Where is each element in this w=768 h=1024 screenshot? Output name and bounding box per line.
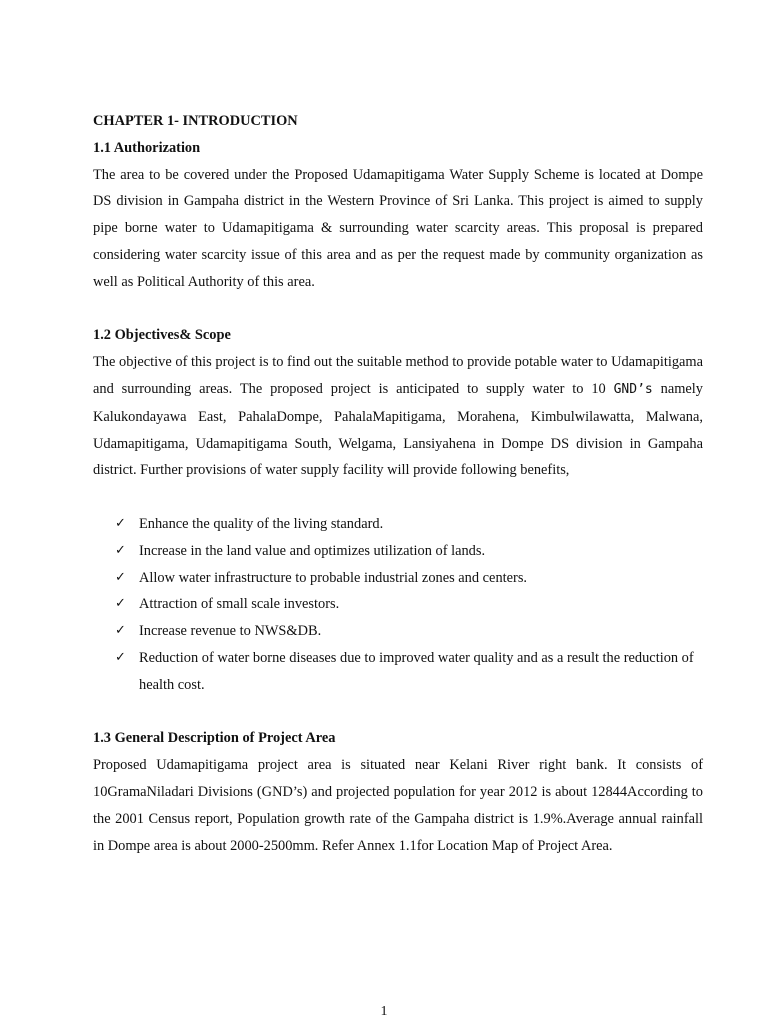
list-item: [115, 618, 703, 645]
section-heading-project-area: 1.3 General Description of Project Area: [93, 730, 336, 747]
project-area-paragraph: Proposed Udamapitigama project area is situated near Kelani River right bank. It consists of 10GramaNiladari Divisions (GND’s) and projected population for year 2012 is about 12844According to the 2001 Census report, Population growth rate of the Gampaha district is 1.9%.Average annual rainfall in Dompe area is about 2000-2500mm. Refer Annex 1.1for Location Map of Project Area.: [93, 757, 703, 854]
check-icon: ✓: [115, 623, 126, 639]
list-item: [115, 565, 703, 592]
list-item: [115, 511, 703, 538]
objectives-paragraph: [93, 349, 703, 484]
authorization-paragraph: The area to be covered under the Proposed Udamapitigama Water Supply Scheme is located at Dompe DS division in Gampaha district in the Western Province of Sri Lanka. This project is aimed to supply pipe borne water to Udamapitigama & surrounding water scarcity areas. This proposal is prepared considering water scarcity issue of this area and as per the request made by community organization as well as Political Authority of this area.: [93, 166, 703, 290]
benefits-list: [93, 511, 703, 699]
benefit-text: Increase in the land value and optimizes utilization of lands.: [139, 542, 486, 559]
benefit-text: Reduction of water borne diseases due to improved water quality and as a result the reduction of health cost.: [139, 649, 694, 693]
list-item: [115, 645, 703, 699]
check-icon: ✓: [115, 515, 126, 531]
benefit-text: Allow water infrastructure to probable industrial zones and centers.: [139, 569, 528, 586]
section-heading-authorization: 1.1 Authorization: [93, 139, 201, 156]
benefit-text: Increase revenue to NWS&DB.: [139, 623, 322, 640]
objectives-text-end: namely Kalukondayawa East, PahalaDompe, PahalaMapitigama, Morahena, Kimbulwilawatta, Malwana, Udamapitigama, Udamapitigama South, Welgama, Lansiyahena in Dompe DS division in Gampaha district. Further provisions of water supply facility will provide following benefits,: [93, 380, 703, 479]
spacer: [93, 484, 703, 511]
spacer: [93, 699, 703, 726]
benefit-text: Attraction of small scale investors.: [139, 596, 340, 613]
check-icon: ✓: [115, 649, 126, 665]
benefit-text: Enhance the quality of the living standard.: [139, 515, 384, 532]
check-icon: ✓: [115, 542, 126, 558]
gnd-term: GND’s: [613, 381, 653, 397]
page-number: 1: [380, 1004, 388, 1019]
objectives-text-start: The objective of this project is to find out the suitable method to provide potable water to Udamapitigama and surrounding areas. The proposed project is anticipated to supply water to 10: [93, 354, 703, 397]
list-item: [115, 591, 703, 618]
section-heading-objectives: 1.2 Objectives& Scope: [93, 327, 231, 344]
chapter-title: CHAPTER 1- INTRODUCTION: [93, 113, 298, 129]
spacer: [93, 296, 703, 323]
check-icon: ✓: [115, 596, 126, 612]
list-item: [115, 538, 703, 565]
check-icon: ✓: [115, 569, 126, 585]
document-page: [93, 108, 703, 859]
